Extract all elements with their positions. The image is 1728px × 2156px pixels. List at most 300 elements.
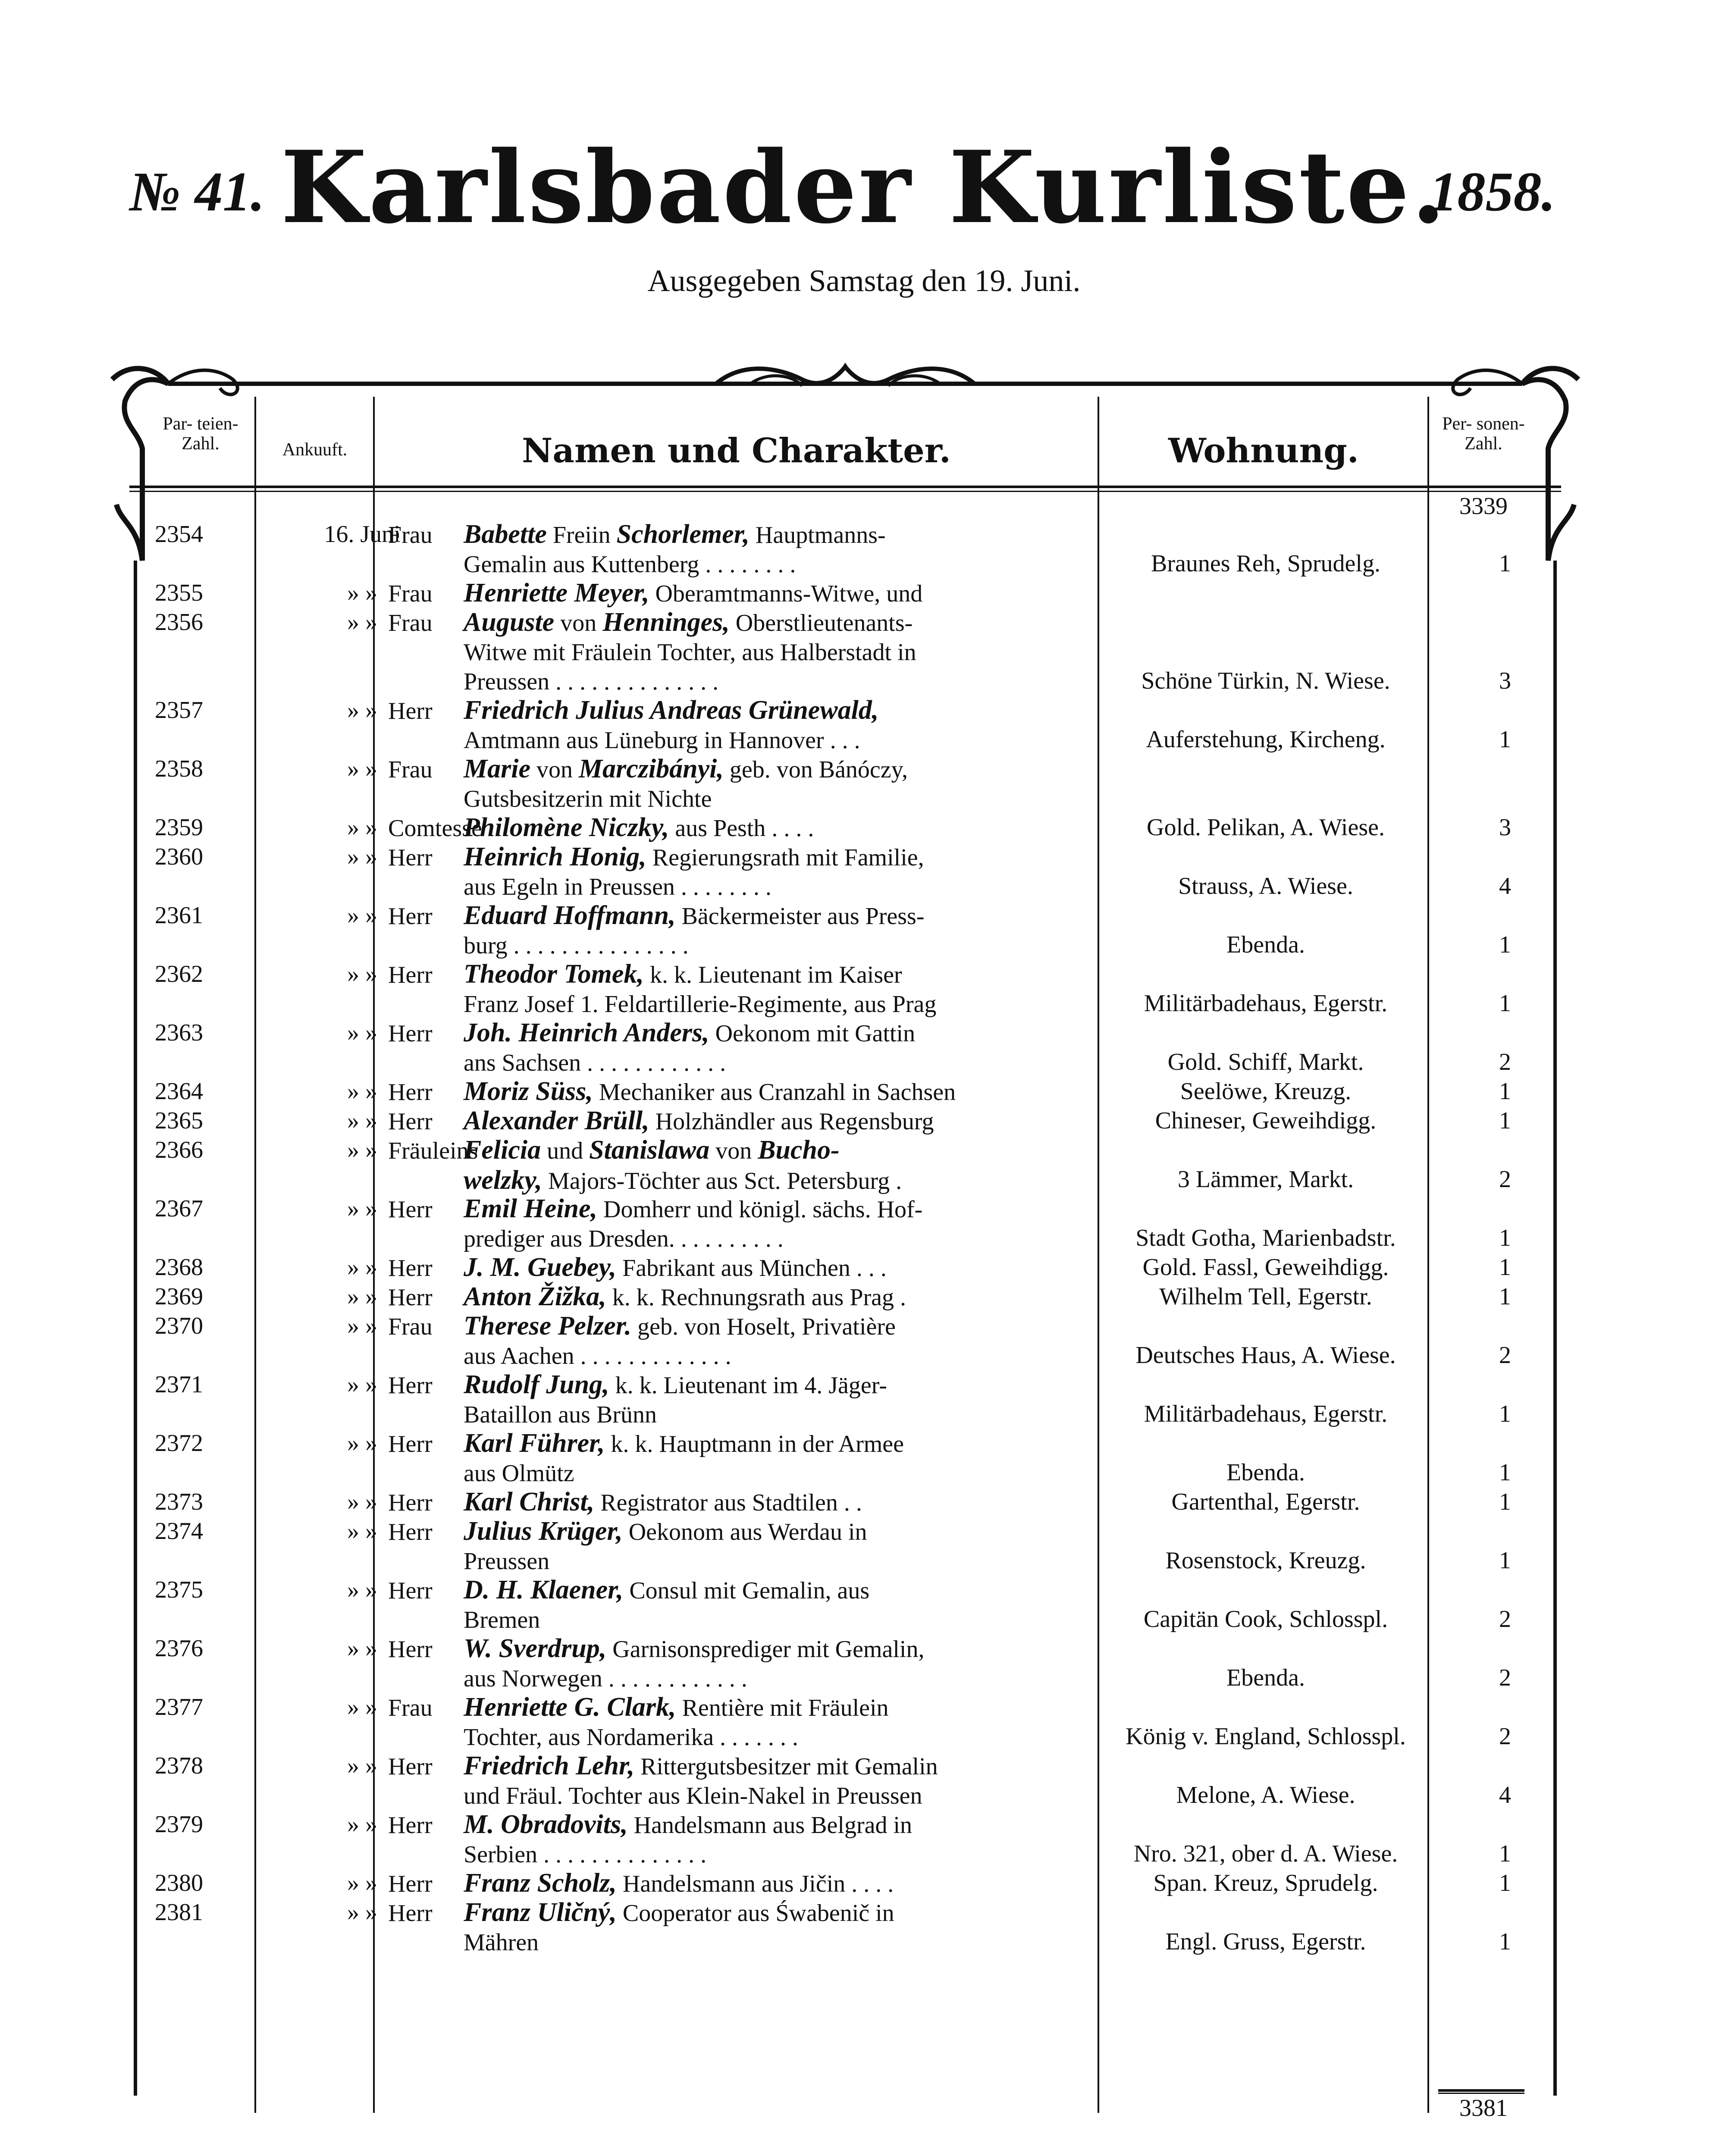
guest-title: Herr	[388, 1196, 433, 1223]
guest-line-2	[388, 931, 1186, 960]
guest-entry	[388, 1018, 1186, 1078]
arrival-date: » »	[347, 1195, 377, 1222]
guest-line-2	[388, 872, 1186, 902]
arrival-date: » »	[347, 1283, 377, 1310]
guest-entry	[388, 520, 1186, 579]
arrival-date: » »	[347, 843, 377, 870]
guest-line-1	[388, 813, 1186, 843]
guest-title: Fräuleins	[388, 1138, 478, 1164]
guest-line-2	[388, 1224, 1186, 1253]
guest-desc-cont: aus Olmütz	[464, 1460, 574, 1487]
guest-line-2	[388, 638, 1186, 667]
guest-title: Herr	[388, 1255, 433, 1282]
guest-desc-2: geb. von Bánóczy,	[723, 756, 908, 783]
guest-name-cont: welzky,	[464, 1166, 542, 1195]
guest-name-2: Stanislawa	[589, 1135, 710, 1165]
guest-desc-2: Hauptmanns-	[749, 522, 886, 548]
guest-desc: k. k. Lieutenant im 4. Jäger-	[609, 1372, 887, 1399]
guest-desc: k. k. Hauptmann in der Armee	[605, 1431, 904, 1457]
party-number: 2361	[155, 902, 203, 929]
guest-line-1	[388, 1018, 1186, 1048]
guest-title: Herr	[388, 1900, 433, 1927]
guest-line-2	[388, 1459, 1186, 1488]
guest-name-2: Henninges,	[602, 608, 730, 637]
party-number: 2356	[155, 609, 203, 636]
residence: Span. Kreuz, Sprudelg.	[1153, 1870, 1378, 1896]
party-number: 2362	[155, 961, 203, 987]
guest-name: J. M. Guebey,	[464, 1253, 617, 1282]
guest-name: Friedrich Julius Andreas Grünewald,	[464, 696, 879, 725]
guest-desc: Handelsmann aus Belgrad in	[627, 1812, 913, 1839]
residence: Gold. Pelikan, A. Wiese.	[1147, 814, 1385, 841]
page-subtitle: Ausgegeben Samstag den 19. Juni.	[647, 263, 1081, 298]
guest-line-2	[388, 1840, 1186, 1869]
guest-desc: Registrator aus Stadtilen . .	[594, 1489, 862, 1516]
page-title: Karlsbader Kurliste.	[280, 129, 1448, 246]
party-number: 2363	[155, 1019, 203, 1046]
guest-desc: Handelsmann aus Jičin . . . .	[616, 1871, 894, 1897]
guest-entry	[388, 1311, 1186, 1371]
guest-desc: Consul mit Gemalin, aus	[623, 1577, 870, 1604]
party-number: 2372	[155, 1430, 203, 1457]
guest-line-2	[388, 1048, 1186, 1078]
guest-line-2	[388, 1341, 1186, 1371]
guest-name: Heinrich Honig,	[464, 842, 646, 871]
guest-name: Marie	[464, 754, 530, 783]
residence: Ebenda.	[1226, 931, 1305, 958]
party-number: 2359	[155, 814, 203, 841]
residence: Auferstehung, Kircheng.	[1146, 726, 1386, 753]
arrival-date: » »	[347, 1313, 377, 1339]
guest-desc-cont: Serbien . . . . . . . . . . . . . .	[464, 1841, 707, 1868]
arrival-date: » »	[347, 814, 377, 841]
arrival-date: » »	[347, 609, 377, 636]
guest-line-1	[388, 1077, 1186, 1107]
guest-desc: Freiin	[546, 522, 617, 548]
guest-desc-cont: Preussen	[464, 1548, 550, 1575]
guest-title: Frau	[388, 522, 433, 548]
persons-count: 2	[1499, 1166, 1511, 1193]
guest-line-2	[388, 990, 1186, 1019]
party-number: 2365	[155, 1107, 203, 1134]
residence: Melone, A. Wiese.	[1176, 1782, 1355, 1808]
col-arrival-header: Ankuuft.	[282, 440, 348, 460]
guest-desc: aus Pesth . . . .	[669, 815, 814, 842]
arrival-date: » »	[347, 1430, 377, 1457]
guest-desc: Rittergutsbesitzer mit Gemalin	[634, 1753, 938, 1780]
guest-desc-cont: Tochter, aus Nordamerika . . . . . . .	[464, 1724, 799, 1751]
guest-title: Herr	[388, 1489, 433, 1516]
persons-count: 1	[1499, 1401, 1511, 1427]
guest-title: Herr	[388, 1020, 433, 1047]
guest-line-1	[388, 959, 1186, 990]
persons-count: 3	[1499, 667, 1511, 694]
guest-name: Emil Heine,	[464, 1194, 597, 1223]
guest-desc-2: Oberstlieutenants-	[729, 610, 913, 636]
arrival-date: » »	[347, 1752, 377, 1779]
guest-entry	[388, 1253, 1186, 1283]
guest-name: Friedrich Lehr,	[464, 1751, 635, 1780]
guest-entry	[388, 842, 1186, 902]
guest-name: Philomène Niczky,	[464, 813, 669, 842]
guest-entry	[388, 1751, 1186, 1811]
guest-desc-2: von	[709, 1138, 758, 1164]
arrival-date: » »	[347, 961, 377, 987]
guest-line-2	[388, 1605, 1186, 1635]
party-number: 2354	[155, 521, 203, 548]
guest-desc: Oberamtmanns-Witwe, und	[649, 580, 923, 607]
party-number: 2360	[155, 843, 203, 870]
persons-count: 1	[1499, 1254, 1511, 1281]
guest-entry	[388, 1194, 1186, 1253]
guest-line-1	[388, 1898, 1186, 1928]
guest-name: Franz Uličný,	[464, 1898, 617, 1927]
guest-entry	[388, 754, 1186, 814]
guest-entry	[388, 1077, 1186, 1107]
guest-line-2	[388, 1928, 1186, 1957]
persons-count: 1	[1499, 1459, 1511, 1486]
guest-name: Henriette G. Clark,	[464, 1692, 676, 1722]
residence: Ebenda.	[1226, 1664, 1305, 1691]
guest-entry	[388, 1370, 1186, 1429]
guest-desc-cont: Franz Josef 1. Feldartillerie-Regimente, aus Prag	[464, 991, 937, 1018]
guest-name: Eduard Hoffmann,	[464, 901, 676, 930]
guest-desc: Domherr und königl. sächs. Hof-	[597, 1196, 923, 1223]
guest-line-1	[388, 1194, 1186, 1224]
guest-line-1	[388, 1429, 1186, 1459]
guest-line-1	[388, 1634, 1186, 1664]
guest-title: Herr	[388, 1372, 433, 1399]
party-number: 2375	[155, 1576, 203, 1603]
persons-count: 1	[1499, 1547, 1511, 1574]
persons-count: 1	[1499, 550, 1511, 577]
guest-name: M. Obradovits,	[464, 1810, 628, 1839]
guest-title: Herr	[388, 1108, 433, 1135]
persons-count: 1	[1499, 726, 1511, 753]
guest-line-2	[388, 1166, 1186, 1196]
guest-desc-cont: Majors-Töchter aus Sct. Petersburg .	[542, 1168, 902, 1194]
party-number: 2380	[155, 1870, 203, 1896]
guest-title: Frau	[388, 756, 433, 783]
guest-entry	[388, 1634, 1186, 1693]
persons-count: 1	[1499, 1928, 1511, 1955]
guest-title: Herr	[388, 1636, 433, 1663]
party-number: 2369	[155, 1283, 203, 1310]
guest-line-3: Preussen . . . . . . . . . . . . . .	[464, 668, 719, 695]
guest-desc-cont: prediger aus Dresden. . . . . . . . . .	[464, 1225, 784, 1252]
guest-line-1	[388, 696, 1186, 726]
party-number: 2374	[155, 1518, 203, 1545]
guest-name-2: Schorlemer,	[616, 520, 750, 549]
persons-count: 1	[1499, 1225, 1511, 1251]
residence: Gold. Schiff, Markt.	[1167, 1049, 1364, 1075]
guest-desc: von	[530, 756, 579, 783]
page-number: № 41.	[129, 161, 265, 223]
guest-desc-cont: aus Norwegen . . . . . . . . . . . .	[464, 1665, 747, 1692]
guest-title: Herr	[388, 903, 433, 930]
residence: 3 Lämmer, Markt.	[1177, 1166, 1354, 1193]
party-number: 2379	[155, 1811, 203, 1838]
guest-title: Herr	[388, 1431, 433, 1457]
arrival-date: » »	[347, 1371, 377, 1398]
guest-line-2	[388, 1723, 1186, 1752]
guest-desc: Mechaniker aus Cranzahl in Sachsen	[593, 1079, 956, 1106]
arrival-date: » »	[347, 1254, 377, 1281]
persons-count: 1	[1499, 990, 1511, 1017]
party-number: 2358	[155, 755, 203, 782]
guest-line-1	[388, 608, 1186, 638]
guest-line-1	[388, 901, 1186, 931]
guest-entry	[388, 1692, 1186, 1752]
guest-title: Comtesse	[388, 815, 482, 842]
party-number: 2378	[155, 1752, 203, 1779]
guest-line-1	[388, 1106, 1186, 1136]
guest-desc-cont: ans Sachsen . . . . . . . . . . . .	[464, 1050, 726, 1076]
col-persons-header: Per- sonen- Zahl.	[1442, 414, 1525, 454]
page-year: 1858.	[1429, 161, 1556, 223]
residence: Wilhelm Tell, Egerstr.	[1159, 1283, 1372, 1310]
arrival-date: » »	[347, 1576, 377, 1603]
persons-count: 2	[1499, 1049, 1511, 1075]
guest-desc-cont: aus Egeln in Preussen . . . . . . . .	[464, 874, 771, 900]
guest-name: W. Sverdrup,	[464, 1634, 607, 1663]
arrival-date: » »	[347, 755, 377, 782]
arrival-date: » »	[347, 1899, 377, 1926]
guest-name: Julius Krüger,	[464, 1517, 623, 1546]
guest-line-1	[388, 1868, 1186, 1899]
arrival-date: 16. Juni	[324, 521, 401, 548]
guest-desc: k. k. Rechnungsrath aus Prag .	[606, 1284, 906, 1311]
col-names-header: Namen und Charakter.	[522, 431, 951, 470]
residence: Capitän Cook, Schlosspl.	[1143, 1606, 1388, 1633]
arrival-date: » »	[347, 1489, 377, 1515]
guest-desc: Oekonom aus Werdau in	[622, 1519, 867, 1545]
residence: Nro. 321, ober d. A. Wiese.	[1133, 1840, 1398, 1867]
guest-title: Frau	[388, 1695, 433, 1721]
guest-line-1	[388, 1370, 1186, 1400]
guest-line-1	[388, 1751, 1186, 1781]
residence: König v. England, Schlosspl.	[1126, 1723, 1406, 1750]
guest-title: Frau	[388, 610, 433, 636]
residence: Deutsches Haus, A. Wiese.	[1135, 1342, 1396, 1369]
guest-desc-cont: Bataillon aus Brünn	[464, 1401, 657, 1428]
persons-count: 2	[1499, 1723, 1511, 1750]
guest-line-2	[388, 1781, 1186, 1811]
guest-title: Herr	[388, 962, 433, 988]
guest-name: Karl Christ,	[464, 1487, 595, 1517]
guest-desc: k. k. Lieutenant im Kaiser	[643, 962, 902, 988]
persons-count: 1	[1499, 931, 1511, 958]
arrival-date: » »	[347, 1078, 377, 1105]
residence: Schöne Türkin, N. Wiese.	[1141, 667, 1390, 694]
guest-line-1	[388, 578, 1186, 608]
guest-title: Frau	[388, 1313, 433, 1340]
register-table: Par- teien- Zahl. Ankuuft. Namen und Charakter. Wohnung. Per- sonen- Zahl. 3339 2354 16. Juni Frau Babette Freiin Schorlemer, Hauptmanns- Gemalin aus Kuttenberg . . . . . . . . Braunes Reh, Sprudelg. 1 2355 » » Frau Henriette Meyer, Oberamtmanns-Witwe, und 2356 » » Frau Auguste von Henninges, Oberstlieutenants- Witwe mit Fräulein Tochter, aus Halberstadt in Preussen . . . . . . . . . . . . . . Schöne Türkin, N. Wiese. 3 2357 » » Herr Friedrich Julius Andreas Grünewald, Amtmann aus Lüneburg in Hannover . . . Auferstehung, Kircheng. 1 2358 » » Frau Marie von Marczibányi, geb. von Bánóczy, Gutsbesitzerin mit Nichte 2359 » » ComtessePhilomène Niczky, aus Pesth . . . . Gold. Pelikan, A. Wiese. 3 2360 » » Herr Heinrich Honig, Regierungsrath mit Familie, aus Egeln in Preussen . . . . . . . . Strauss, A. Wiese. 4 2361 » » Herr Eduard Hoffmann, Bäckermeister aus Press- burg . . . . . . . . . . . . . . . Ebenda. 1 2362 » » Herr Theodor Tomek, k. k. Lieutenant im Kaiser Franz Josef 1. Feldartillerie-Regimente, aus Prag Militärbadehaus, Egerstr. 1 2363 » » Herr Joh. Heinrich Anders, Oekonom mit Gattin ans Sachsen . . . . . . . . . . . . Gold. Schiff, Markt. 2 2364 » » Herr Moriz Süss, Mechaniker aus Cranzahl in Sachsen Seelöwe, Kreuzg. 1 2365 » » Herr Alexander Brüll, Holzhändler aus Regensburg Chineser, Geweihdigg. 1 2366 » » FräuleinsFelicia und Stanislawa von Bucho- welzky, Majors-Töchter aus Sct. Petersburg . 3 Lämmer, Markt. 2 2367 » » Herr Emil Heine, Domherr und königl. sächs. Hof- prediger aus Dresden. . . . . . . . . . Stadt Gotha, Marienbadstr. 1 2368 » » Herr J. M. Guebey, Fabrikant aus München . . . Gold. Fassl, Geweihdigg. 1 2369 » » Herr Anton Žižka, k. k. Rechnungsrath aus Prag . Wilhelm Tell, Egerstr. 1 2370 » » Frau Therese Pelzer. geb. von Hoselt, Privatière aus Aachen . . . . . . . . . . . . . Deutsches Haus, A. Wiese. 2 2371 » » Herr Rudolf Jung, k. k. Lieutenant im 4. Jäger- Bataillon aus Brünn Militärbadehaus, Egerstr. 1 2372 » » Herr Karl Führer, k. k. Hauptmann in der Armee aus Olmütz Ebenda. 1 2373 » » Herr Karl Christ, Registrator aus Stadtilen . . Gartenthal, Egerstr. 1 2374 » » Herr Julius Krüger, Oekonom aus Werdau in Preussen Rosenstock, Kreuzg. 1 2375 » » Herr D. H. Klaener, Consul mit Gemalin, aus Bremen Capitän Cook, Schlosspl. 2 2376 » » Herr W. Sverdrup, Garnisonsprediger mit Gemalin, aus Norwegen . . . . . . . . . . . . Ebenda. 2 2377 » » Frau Henriette G. Clark, Rentière mit Fräulein Tochter, aus Nordamerika . . . . . . . König v. England, Schlosspl. 2 2378 » » Herr Friedrich Lehr, Rittergutsbesitzer mit Gemalin und Fräul. Tochter aus Klein-Nakel in Preussen Melone, A. Wiese. 4 2379 » » Herr M. Obradovits, Handelsmann aus Belgrad in Serbien . . . . . . . . . . . . . . Nro. 321, ober d. A. Wiese. 1 2380 » » Herr Franz Scholz, Handelsmann aus Jičin . . . . Span. Kreuz, Sprudelg. 1 2381 » » Herr Franz Uličný, Cooperator aus Śwabenič in Mähren Engl. Gruss, Egerstr. 1 3381	[103, 362, 1587, 2156]
guest-entry	[388, 608, 1186, 696]
guest-entry	[388, 813, 1186, 843]
persons-count: 4	[1499, 1782, 1511, 1808]
party-number: 2371	[155, 1371, 203, 1398]
guest-entry	[388, 1575, 1186, 1635]
residence: Strauss, A. Wiese.	[1178, 873, 1353, 899]
residence: Stadt Gotha, Marienbadstr.	[1135, 1225, 1396, 1251]
party-number: 2381	[155, 1899, 203, 1926]
guest-name: Karl Führer,	[464, 1429, 605, 1458]
persons-count: 3	[1499, 814, 1511, 841]
guest-desc-cont: Bremen	[464, 1607, 540, 1633]
party-number: 2364	[155, 1078, 203, 1105]
guest-desc: Fabrikant aus München . . .	[616, 1255, 887, 1282]
guest-desc-cont: Amtmann aus Lüneburg in Hannover . . .	[464, 727, 860, 754]
guest-title: Herr	[388, 1519, 433, 1545]
guest-line-1	[388, 754, 1186, 784]
guest-title: Herr	[388, 1577, 433, 1604]
arrival-date: » »	[347, 1518, 377, 1545]
guest-line-1	[388, 1575, 1186, 1605]
guest-entry	[388, 578, 1186, 608]
party-number: 2376	[155, 1635, 203, 1662]
residence: Ebenda.	[1226, 1459, 1305, 1486]
guest-desc-cont: Gemalin aus Kuttenberg . . . . . . . .	[464, 551, 796, 578]
party-number: 2368	[155, 1254, 203, 1281]
residence: Gartenthal, Egerstr.	[1171, 1489, 1360, 1515]
guest-title: Frau	[388, 580, 433, 607]
arrival-date: » »	[347, 1811, 377, 1838]
arrival-date: » »	[347, 1635, 377, 1662]
persons-count: 1	[1499, 1870, 1511, 1896]
persons-count: 2	[1499, 1606, 1511, 1633]
guest-entry	[388, 1282, 1186, 1312]
guest-desc-cont: und Fräul. Tochter aus Klein-Nakel in Preussen	[464, 1783, 922, 1809]
guest-name: Rudolf Jung,	[464, 1370, 609, 1399]
persons-count: 4	[1499, 873, 1511, 899]
col-residence-header: Wohnung.	[1168, 431, 1359, 470]
guest-desc-cont: Witwe mit Fräulein Tochter, aus Halberstadt in	[464, 639, 916, 666]
arrival-date: » »	[347, 902, 377, 929]
guest-line-1	[388, 1517, 1186, 1547]
guest-desc: von	[554, 610, 603, 636]
guest-name: Auguste	[464, 608, 555, 637]
guest-desc: Garnisonsprediger mit Gemalin,	[606, 1636, 925, 1663]
guest-line-1	[388, 842, 1186, 872]
party-number: 2357	[155, 697, 203, 724]
guest-name: Anton Žižka,	[464, 1282, 606, 1311]
party-number: 2373	[155, 1489, 203, 1515]
guest-name: Therese Pelzer.	[464, 1311, 632, 1341]
guest-line-1	[388, 1311, 1186, 1341]
residence: Seelöwe, Kreuzg.	[1180, 1078, 1352, 1105]
persons-count: 2	[1499, 1664, 1511, 1691]
guest-entry	[388, 901, 1186, 960]
guest-line-1	[388, 1487, 1186, 1517]
guest-title: Herr	[388, 1284, 433, 1311]
arrival-date: » »	[347, 1107, 377, 1134]
guest-line-2	[388, 784, 1186, 814]
guest-desc: Bäckermeister aus Press-	[675, 903, 925, 930]
party-number: 2367	[155, 1195, 203, 1222]
guest-name-2: Marczibányi,	[579, 754, 724, 783]
guest-entry	[388, 1898, 1186, 1957]
guest-desc: Oekonom mit Gattin	[709, 1020, 916, 1047]
guest-name: Babette	[464, 520, 547, 549]
persons-count: 1	[1499, 1107, 1511, 1134]
party-number: 2377	[155, 1694, 203, 1720]
guest-name: Felicia	[464, 1135, 541, 1165]
guest-entry	[388, 959, 1186, 1019]
residence: Militärbadehaus, Egerstr.	[1144, 1401, 1388, 1427]
residence: Engl. Gruss, Egerstr.	[1165, 1928, 1366, 1955]
arrival-date: » »	[347, 580, 377, 606]
guest-desc: Regierungsrath mit Familie,	[646, 844, 924, 871]
guest-desc: und	[541, 1138, 590, 1164]
residence: Braunes Reh, Sprudelg.	[1151, 550, 1380, 577]
guest-desc-cont: burg . . . . . . . . . . . . . . .	[464, 932, 689, 959]
arrival-date: » »	[347, 1694, 377, 1720]
persons-count: 1	[1499, 1489, 1511, 1515]
guest-line-2	[388, 1664, 1186, 1693]
arrival-date: » »	[347, 1019, 377, 1046]
guest-title: Herr	[388, 698, 433, 724]
residence: Gold. Fassl, Geweihdigg.	[1142, 1254, 1389, 1281]
guest-entry	[388, 1429, 1186, 1488]
guest-entry	[388, 1135, 1186, 1196]
arrival-date: » »	[347, 697, 377, 724]
arrival-date: » »	[347, 1137, 377, 1163]
guest-line-2	[388, 1400, 1186, 1429]
guest-line-1	[388, 1810, 1186, 1840]
guest-desc: Rentière mit Fräulein	[676, 1695, 889, 1721]
guest-title: Herr	[388, 1812, 433, 1839]
guest-name: Theodor Tomek,	[464, 959, 644, 989]
guest-entry	[388, 696, 1186, 755]
guest-entry	[388, 1868, 1186, 1899]
guest-entry	[388, 1810, 1186, 1869]
guest-line-1	[388, 1692, 1186, 1723]
guest-desc: Holzhändler aus Regensburg	[649, 1108, 934, 1135]
guest-line-1	[388, 520, 1186, 550]
persons-count: 1	[1499, 1840, 1511, 1867]
guest-line-1	[388, 1253, 1186, 1283]
guest-name: D. H. Klaener,	[464, 1575, 624, 1604]
guest-desc: geb. von Hoselt, Privatière	[631, 1313, 896, 1340]
guest-name-3: Bucho-	[758, 1135, 840, 1165]
guest-name: Franz Scholz,	[464, 1868, 617, 1898]
guest-title: Herr	[388, 1871, 433, 1897]
guest-line-1	[388, 1135, 1186, 1166]
guest-desc-cont: Mähren	[464, 1929, 539, 1956]
guest-line-2	[388, 1547, 1186, 1576]
guest-name: Joh. Heinrich Anders,	[464, 1018, 709, 1047]
party-number: 2355	[155, 580, 203, 606]
guest-desc-cont: aus Aachen . . . . . . . . . . . . .	[464, 1343, 731, 1369]
guest-line-1	[388, 1282, 1186, 1312]
persons-count: 1	[1499, 1078, 1511, 1105]
guest-entry	[388, 1487, 1186, 1517]
persons-count: 1	[1499, 1283, 1511, 1310]
guest-title: Herr	[388, 844, 433, 871]
guest-name: Moriz Süss,	[464, 1077, 593, 1106]
guest-desc-cont: Gutsbesitzerin mit Nichte	[464, 786, 712, 812]
guest-name: Henriette Meyer,	[464, 578, 649, 608]
guest-entry	[388, 1106, 1186, 1136]
party-number: 2370	[155, 1313, 203, 1339]
residence: Chineser, Geweihdigg.	[1155, 1107, 1377, 1134]
guest-title: Herr	[388, 1753, 433, 1780]
guest-title: Herr	[388, 1079, 433, 1106]
residence: Rosenstock, Kreuzg.	[1165, 1547, 1366, 1574]
arrival-date: » »	[347, 1870, 377, 1896]
persons-count: 2	[1499, 1342, 1511, 1369]
